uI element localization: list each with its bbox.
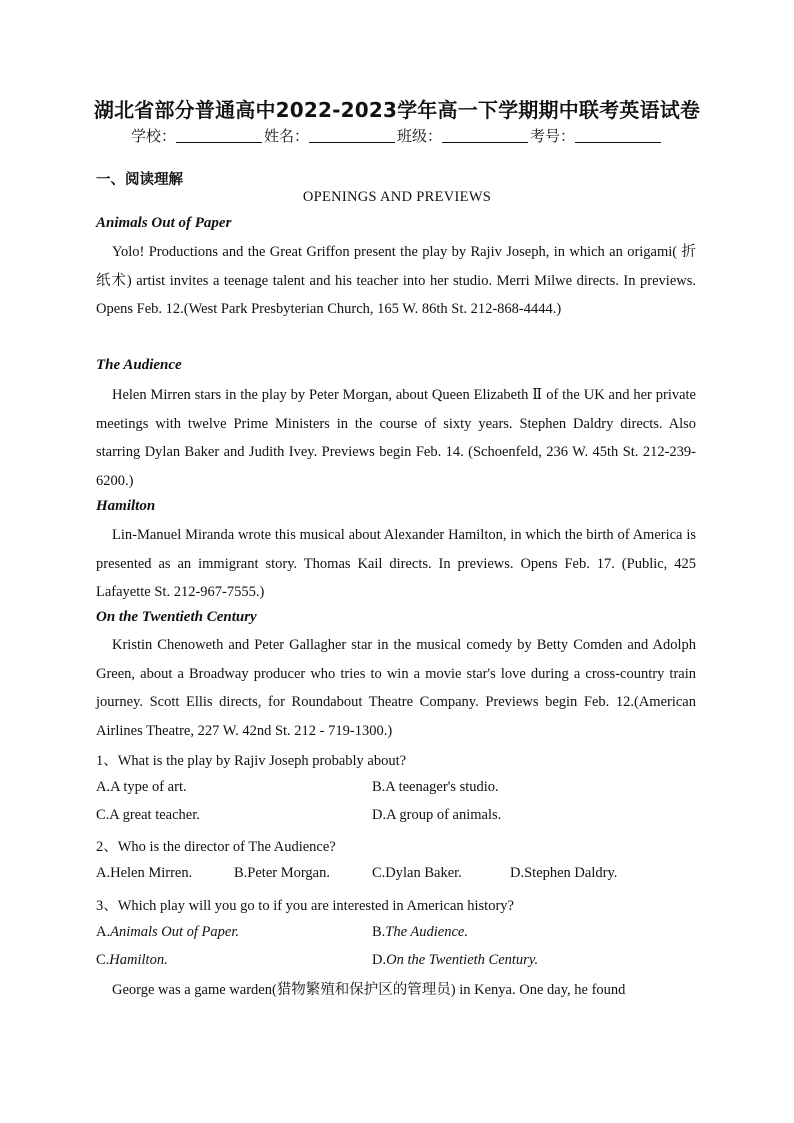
question-stem: 1、What is the play by Rajiv Joseph probably about?	[96, 753, 407, 769]
option-text: On the Twentieth Century.	[386, 952, 539, 968]
option-letter: D.	[372, 952, 387, 968]
option-text: The Audience.	[385, 924, 468, 940]
option-text: Animals Out of Paper.	[110, 924, 239, 940]
answer-option: D.A group of animals.	[372, 807, 502, 823]
school-label: 学校：	[130, 127, 176, 145]
section-label: 一、阅读理解	[96, 172, 183, 188]
answer-option: C.Dylan Baker.	[372, 865, 462, 881]
name-label: 姓名：	[263, 127, 309, 145]
play-description	[96, 631, 696, 745]
play-text: Yolo! Productions and the Great Griffon present the play by Rajiv Joseph, in which an origami( 折纸术) artist invites a teenage talent and his teacher into her studio. Merri Milwe directs. In previews. Opens Feb. 12.(West Park Presbyterian Church, 165 W. 86th St. 212-868-4444.)	[96, 244, 696, 317]
class-label: 班级：	[397, 127, 443, 145]
answer-option: A.A type of art.	[96, 779, 187, 795]
play-text: Lin-Manuel Miranda wrote this musical about Alexander Hamilton, in which the birth of America is presented as an immigrant story. Thomas Kail directs. In previews. Opens Feb. 17. (Public, 425 Lafayette St. 212-967-7555.)	[96, 527, 696, 600]
play-title: On the Twentieth Century	[96, 609, 257, 625]
option-letter: B.	[372, 924, 386, 940]
answer-option	[372, 952, 538, 969]
answer-option: B.Peter Morgan.	[234, 865, 330, 881]
play-text: Kristin Chenoweth and Peter Gallagher star in the musical comedy by Betty Comden and Adolph Green, about a Broadway producer who tries to win a movie star's love during a cross-country train journey. Scott Ellis directs, for Roundabout Theatre Company. Previews begin Feb. 12.(American Airlines Theatre, 227 W. 42nd St. 212 - 719-1300.)	[96, 637, 696, 739]
name-blank[interactable]	[309, 128, 395, 143]
answer-option	[96, 952, 168, 969]
next-passage-start	[96, 976, 696, 1005]
question-stem: 2、Who is the director of The Audience?	[96, 839, 336, 855]
play-title: The Audience	[96, 357, 182, 373]
answer-option: B.A teenager's studio.	[372, 779, 499, 795]
class-blank[interactable]	[442, 128, 528, 143]
play-title: Animals Out of Paper	[96, 215, 232, 231]
play-text: Helen Mirren stars in the play by Peter Morgan, about Queen Elizabeth Ⅱ of the UK and her private meetings with twelve Prime Ministers in the course of sixty years. Stephen Daldry directs. Also starring Dylan Baker and Judith Ivey. Previews begin Feb. 14. (Schoenfeld, 236 W. 45th St. 212-239-6200.)	[96, 387, 696, 489]
play-title: Hamilton	[96, 498, 156, 514]
answer-option	[96, 924, 239, 941]
passage-heading: OPENINGS AND PREVIEWS	[302, 189, 492, 205]
exam-number-label: 考号：	[530, 127, 576, 145]
option-letter: C.	[96, 952, 110, 968]
exam-number-blank[interactable]	[575, 128, 661, 143]
school-blank[interactable]	[176, 128, 262, 143]
play-description	[96, 381, 696, 495]
answer-option	[372, 924, 468, 941]
option-letter: A.	[96, 924, 111, 940]
play-description	[96, 521, 696, 607]
student-info-line	[0, 125, 794, 146]
passage-text: George was a game warden(猎物繁殖和保护区的管理员) in Kenya. One day, he found	[112, 982, 626, 998]
answer-option: A.Helen Mirren.	[96, 865, 193, 881]
exam-title: 湖北省部分普通高中2022-2023学年高一下学期期中联考英语试卷	[93, 98, 701, 122]
question-stem: 3、Which play will you go to if you are interested in American history?	[96, 898, 514, 914]
answer-option: D.Stephen Daldry.	[510, 865, 618, 881]
play-description	[96, 238, 696, 324]
option-text: Hamilton.	[109, 952, 168, 968]
answer-option: C.A great teacher.	[96, 807, 200, 823]
